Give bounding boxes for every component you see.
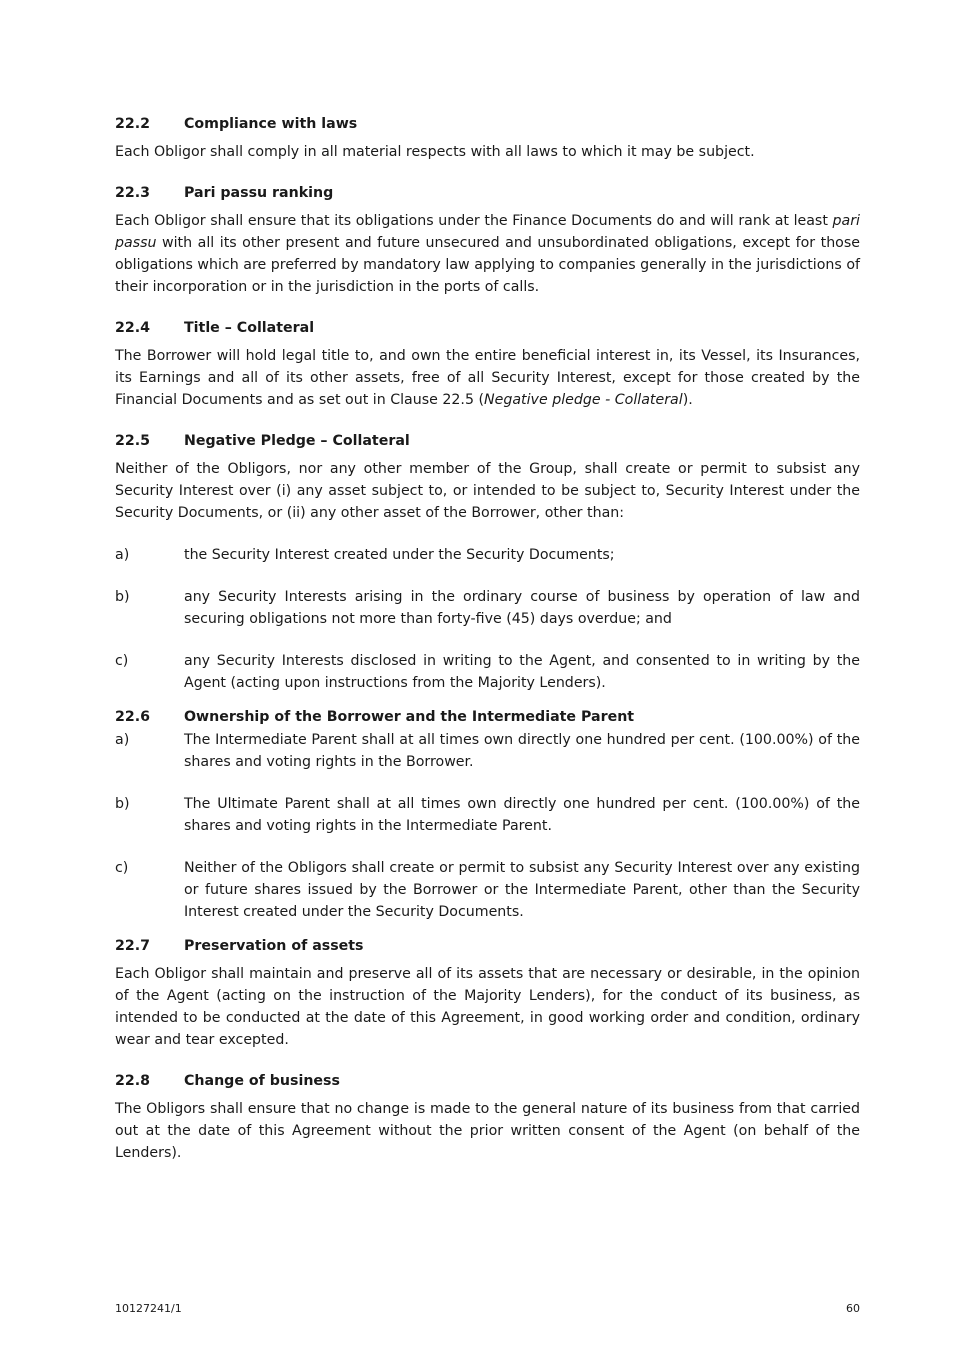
section-number: 22.3 bbox=[115, 185, 151, 201]
section-heading-22-8 bbox=[115, 1071, 860, 1091]
section-title: Compliance with laws bbox=[184, 116, 358, 132]
section-body-22-2: Each Obligor shall comply in all material respects with all laws to which it may be subject. bbox=[115, 144, 755, 160]
section-heading-22-3 bbox=[115, 183, 860, 203]
list-item-label: b) bbox=[115, 589, 130, 605]
list-item-label: c) bbox=[115, 653, 129, 669]
document-page bbox=[115, 114, 860, 1184]
section-body-22-5: Neither of the Obligors, nor any other member of the Group, shall create or permit to subsist any Security Interest over (i) any asset subject to, or intended to be subject to, Security Interest under the Security Documents, or (ii) any other asset of the Borrower, other than: bbox=[115, 461, 860, 521]
section-body-22-4 bbox=[115, 345, 860, 411]
section-title: Preservation of assets bbox=[184, 938, 364, 954]
section-title: Ownership of the Borrower and the Intermediate Parent bbox=[184, 709, 635, 725]
body-text: The Borrower will hold legal title to, and own the entire beneficial interest in, its Vessel, its Insurances, its Earnings and all of its other assets, free of all Security Interest, except for those created by the Financial Documents and as set out in Clause 22.5 ( bbox=[115, 348, 860, 408]
section-title: Pari passu ranking bbox=[184, 185, 334, 201]
list-item-label: c) bbox=[115, 860, 129, 876]
list-item-text: Neither of the Obligors shall create or permit to subsist any Security Interest over any existing or future shares issued by the Borrower or the Intermediate Parent, other than the Security Interest created under the Security Documents. bbox=[184, 860, 860, 920]
list-item-text: any Security Interests disclosed in writing to the Agent, and consented to in writing by the Agent (acting upon instructions from the Majority Lenders). bbox=[184, 653, 860, 691]
section-body-22-8: The Obligors shall ensure that no change is made to the general nature of its business from that carried out at the date of this Agreement without the prior written consent of the Agent (on behalf of the Lenders). bbox=[115, 1101, 860, 1161]
list-item bbox=[115, 857, 860, 923]
list-item bbox=[115, 586, 860, 630]
section-number: 22.2 bbox=[115, 116, 151, 132]
section-title: Negative Pledge – Collateral bbox=[184, 433, 410, 449]
section-body-22-3 bbox=[115, 210, 860, 298]
page-footer bbox=[115, 1302, 860, 1315]
page-number: 60 bbox=[846, 1302, 860, 1315]
list-item-text: The Ultimate Parent shall at all times own directly one hundred per cent. (100.00%) of the shares and voting rights in the Intermediate Parent. bbox=[184, 796, 860, 834]
section-number: 22.5 bbox=[115, 433, 151, 449]
list-item bbox=[115, 544, 860, 566]
section-number: 22.6 bbox=[115, 709, 151, 725]
list-item-text: The Intermediate Parent shall at all times own directly one hundred per cent. (100.00%) of the shares and voting rights in the Borrower. bbox=[184, 732, 860, 770]
section-heading-22-2 bbox=[115, 114, 860, 134]
list-item-text: any Security Interests arising in the ordinary course of business by operation of law and securing obligations not more than forty-five (45) days overdue; and bbox=[184, 589, 860, 627]
body-text: Each Obligor shall ensure that its obligations under the Finance Documents do and will rank at least bbox=[115, 213, 828, 229]
section-number: 22.7 bbox=[115, 938, 151, 954]
section-body-22-7: Each Obligor shall maintain and preserve all of its assets that are necessary or desirable, in the opinion of the Agent (acting on the instruction of the Majority Lenders), for the conduct of its business, as intended to be conducted at the date of this Agreement, in good working order and condition, ordinary wear and tear excepted. bbox=[115, 966, 860, 1048]
list-item bbox=[115, 650, 860, 694]
italic-reference: Negative pledge - Collateral bbox=[484, 392, 683, 408]
body-text: with all its other present and future unsecured and unsubordinated obligations, except for those obligations which are preferred by mandatory law applying to companies generally in the jurisdictions of their incorporation or in the jurisdiction in the ports of calls. bbox=[115, 235, 860, 295]
section-heading-22-5 bbox=[115, 431, 860, 451]
section-number: 22.4 bbox=[115, 320, 151, 336]
list-item bbox=[115, 729, 860, 773]
list-item-label: a) bbox=[115, 547, 130, 563]
list-item-text: the Security Interest created under the Security Documents; bbox=[184, 547, 615, 563]
italic-term: pari passu bbox=[115, 213, 860, 251]
list-item-label: a) bbox=[115, 732, 130, 748]
section-number: 22.8 bbox=[115, 1073, 151, 1089]
section-heading-22-4 bbox=[115, 318, 860, 338]
section-title: Title – Collateral bbox=[184, 320, 315, 336]
section-heading-22-6 bbox=[115, 707, 860, 727]
section-heading-22-7 bbox=[115, 936, 860, 956]
section-title: Change of business bbox=[184, 1073, 340, 1089]
list-item bbox=[115, 793, 860, 837]
document-reference: 10127241/1 bbox=[115, 1302, 182, 1315]
body-text: ). bbox=[682, 392, 693, 408]
list-item-label: b) bbox=[115, 796, 130, 812]
